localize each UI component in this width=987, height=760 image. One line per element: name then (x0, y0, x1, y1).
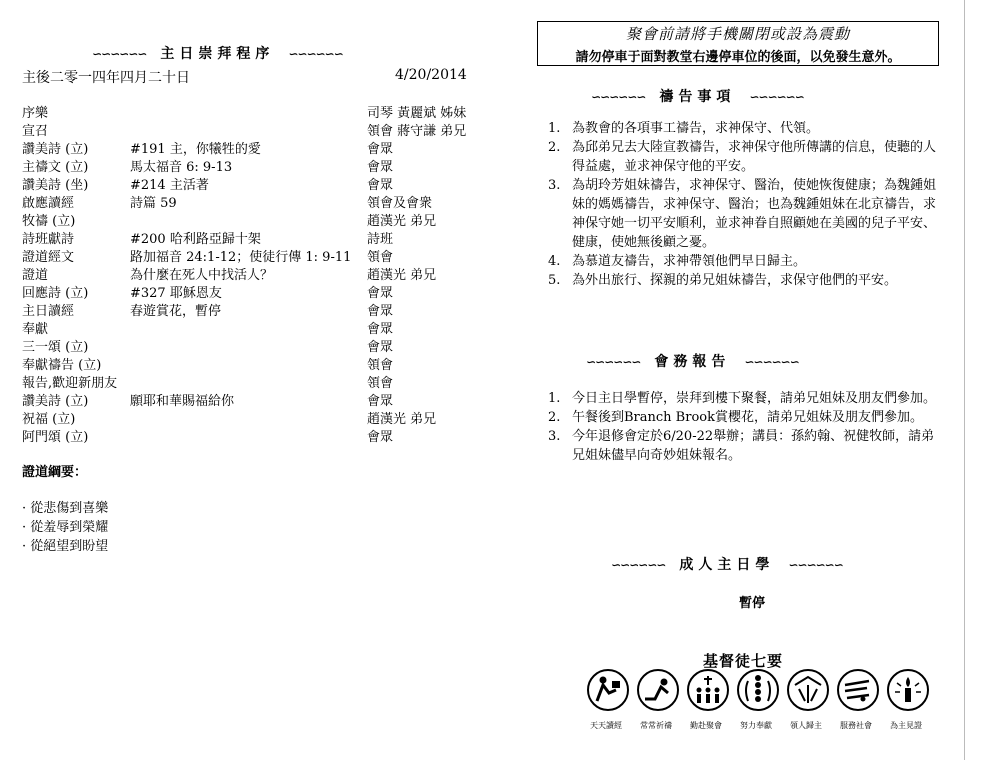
list-number: 2. (548, 140, 561, 155)
program-item: 阿門頌 (立) (22, 430, 89, 445)
program-row (22, 120, 482, 138)
program-row (22, 246, 482, 264)
program-detail: 馬太福音 6: 9-13 (130, 160, 233, 175)
program-detail: 願耶和華賜福給你 (130, 394, 235, 409)
program-row (22, 138, 482, 156)
program-detail: #214 主活著 (130, 178, 209, 193)
label-prayer: 常常祈禱 (640, 721, 672, 730)
program-item: 啟應讀經 (22, 196, 75, 211)
program-row (22, 210, 482, 228)
outline-item: · 從絕望到盼望 (22, 539, 109, 554)
program-row (22, 192, 482, 210)
list-item (540, 389, 940, 408)
outline-item: · 從羞辱到榮耀 (22, 520, 109, 535)
label-giving: 努力奉獻 (740, 721, 772, 730)
program-leader: 趙漢光 弟兄 (367, 412, 437, 427)
program-item: 證道經文 (22, 250, 75, 265)
program-item: 讚美詩 (立) (22, 394, 89, 409)
program-detail: #200 哈利路亞歸十架 (130, 232, 261, 247)
ornament-right: ∽∽∽∽∽∽ (749, 90, 804, 104)
program-row (22, 372, 482, 390)
label-witness: 為主見證 (890, 721, 922, 730)
program-row (22, 156, 482, 174)
giving-icon (737, 669, 779, 711)
program-item: 回應詩 (立) (22, 286, 89, 301)
phone-notice-box (537, 21, 939, 66)
program-leader: 會眾 (367, 430, 394, 445)
parking-notice: 請勿停車于面對教堂右邊停車位的後面，以免發生意外。 (575, 50, 901, 65)
list-item (540, 271, 940, 290)
list-text: 為教會的各項事工禱告，求神保守、代領。 (572, 121, 820, 136)
list-item (540, 427, 940, 465)
list-text: 為外出旅行、探親的弟兄姐妹禱告，求保守他們的平安。 (572, 273, 898, 288)
program-row (22, 264, 482, 282)
label-service: 服務社會 (840, 721, 872, 730)
program-item: 報告,歡迎新朋友 (22, 376, 118, 391)
order-of-worship-heading (92, 43, 343, 63)
order-of-worship-title: 主日崇拜程序 (160, 46, 275, 62)
program-detail: 詩篇 59 (130, 196, 177, 211)
ornament-left: ∽∽∽∽∽∽ (611, 558, 666, 572)
list-number: 1. (548, 121, 561, 136)
list-text: 為慕道友禱告，求神帶領他們早日歸主。 (572, 254, 807, 269)
list-item (540, 408, 940, 427)
program-detail: 春遊賞花，暫停 (130, 304, 222, 319)
list-number: 5. (548, 273, 561, 288)
program-leader: 會眾 (367, 286, 394, 301)
adult-school-heading (611, 554, 843, 574)
evangelism-icon (787, 669, 829, 711)
program-list (22, 102, 482, 444)
program-leader: 會眾 (367, 340, 394, 355)
date-row (22, 67, 467, 87)
program-leader: 會眾 (367, 394, 394, 409)
attend-meeting-icon (687, 669, 729, 711)
list-text: 今年退修會定於6/20-22舉辦；講員：孫約翰、祝健牧師，請弟兄姐妹儘早向奇妙姐妹報名。 (572, 429, 935, 463)
list-item (540, 119, 940, 138)
program-leader: 領會 蔣守謙 弟兄 (367, 124, 467, 139)
list-number: 4. (548, 254, 561, 269)
program-row (22, 282, 482, 300)
program-item: 奉獻 (22, 322, 49, 337)
adult-school-title: 成人主日學 (679, 557, 775, 573)
program-leader: 會眾 (367, 160, 394, 175)
program-leader: 會眾 (367, 178, 394, 193)
list-item (540, 252, 940, 271)
right-page (525, 0, 965, 760)
label-evangelism: 領人歸主 (790, 721, 822, 730)
date-chinese: 主後二零一四年四月二十日 (22, 70, 190, 86)
program-item: 讚美詩 (坐) (22, 178, 89, 193)
label-attend-meeting: 勤赴聚會 (690, 721, 722, 730)
list-item (540, 138, 940, 176)
program-row (22, 174, 482, 192)
ornament-left: ∽∽∽∽∽∽ (92, 47, 147, 61)
program-item: 主禱文 (立) (22, 160, 89, 175)
list-number: 2. (548, 410, 561, 425)
program-leader: 趙漢光 弟兄 (367, 268, 437, 283)
program-item: 祝福 (立) (22, 412, 76, 427)
service-icon (837, 669, 879, 711)
program-leader: 會眾 (367, 304, 394, 319)
label-bible-reading: 天天讀經 (590, 721, 622, 730)
program-row (22, 354, 482, 372)
program-item: 主日讀經 (22, 304, 75, 319)
witness-icon (887, 669, 929, 711)
program-row (22, 408, 482, 426)
program-leader: 會眾 (367, 322, 394, 337)
program-leader: 趙漢光 弟兄 (367, 214, 437, 229)
seven-essentials-title: 基督徒七要 (703, 652, 784, 670)
program-leader: 領會 (367, 358, 394, 373)
program-detail: #191 主，你犧牲的愛 (130, 142, 261, 157)
program-item: 序樂 (22, 106, 49, 121)
ornament-right: ∽∽∽∽∽∽ (288, 47, 343, 61)
program-detail: 為什麼在死人中找活人？ (130, 268, 274, 283)
program-item: 讚美詩 (立) (22, 142, 89, 157)
outline-item: · 從悲傷到喜樂 (22, 501, 109, 516)
list-text: 今日主日學暫停，崇拜到樓下聚餐，請弟兄姐妹及朋友們參加。 (572, 391, 937, 406)
program-item: 證道 (22, 268, 49, 283)
list-text: 為邱弟兄去大陸宣教禱告，求神保守他所傳講的信息，使聽的人得益處，並求神保守他的平安。 (572, 140, 937, 174)
left-page (0, 0, 480, 760)
list-number: 1. (548, 391, 561, 406)
ornament-left: ∽∽∽∽∽∽ (591, 90, 646, 104)
list-number: 3. (548, 429, 561, 444)
prayer-title: 禱告事項 (659, 89, 736, 105)
program-leader: 會眾 (367, 142, 394, 157)
program-item: 宣召 (22, 124, 49, 139)
date-numeric: 4/20/2014 (395, 67, 467, 83)
prayer-heading (591, 86, 804, 106)
program-leader: 領會 (367, 376, 394, 391)
program-item: 牧禱 (立) (22, 214, 76, 229)
program-detail: #327 耶穌恩友 (130, 286, 222, 301)
bible-reading-icon (587, 669, 629, 711)
program-row (22, 390, 482, 408)
program-row (22, 336, 482, 354)
affairs-title: 會務報告 (654, 354, 731, 370)
program-leader: 詩班 (367, 232, 394, 247)
list-text: 午餐後到Branch Brook賞櫻花，請弟兄姐妹及朋友們參加。 (572, 410, 923, 425)
program-row (22, 102, 482, 120)
ornament-left: ∽∽∽∽∽∽ (586, 355, 641, 369)
seven-essentials-icons (587, 669, 933, 713)
phone-notice: 聚會前請將手機關閉或設為震動 (625, 25, 850, 43)
program-row (22, 300, 482, 318)
list-item (540, 176, 940, 252)
program-item: 奉獻禱告 (立) (22, 358, 102, 373)
program-item: 三一頌 (立) (22, 340, 89, 355)
sermon-outline (22, 497, 108, 554)
sermon-outline-title: 證道綱要： (22, 465, 88, 480)
affairs-list (540, 389, 940, 465)
seven-essentials-labels (587, 720, 933, 734)
program-detail: 路加福音 24:1-12；使徒行傳 1: 9-11 (130, 250, 352, 265)
program-leader: 領會 (367, 250, 394, 265)
prayer-icon (637, 669, 679, 711)
ornament-right: ∽∽∽∽∽∽ (744, 355, 799, 369)
program-row (22, 228, 482, 246)
affairs-heading (586, 351, 799, 371)
program-row (22, 318, 482, 336)
program-leader: 領會及會衆 (367, 196, 433, 211)
program-leader: 司琴 黃麗斌 姊妹 (367, 106, 467, 121)
program-item: 詩班獻詩 (22, 232, 75, 247)
list-number: 3. (548, 178, 561, 193)
adult-school-status: 暫停 (739, 596, 766, 611)
list-text: 為胡玲芳姐妹禱告，求神保守、醫治，使她恢復健康；為魏鍾姐妹的媽媽禱告，求神保守、醫治；也為魏鍾姐妹在北京禱告，求神保守她一切平安順利，並求神眷自照顧她在美國的兒子平安、健康，使她無後顧之憂。 (572, 178, 937, 250)
program-row (22, 426, 482, 444)
prayer-list (540, 119, 940, 290)
ornament-right: ∽∽∽∽∽∽ (788, 558, 843, 572)
